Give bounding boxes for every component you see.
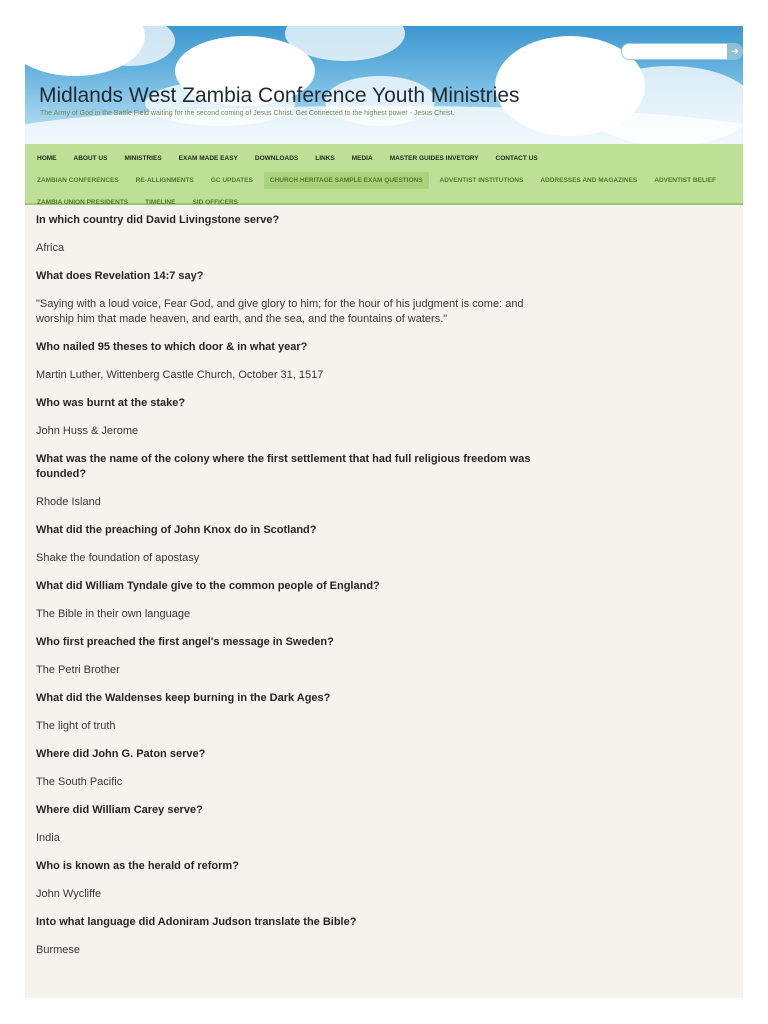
nav-item-master-guides-invetory[interactable]: MASTER GUIDES INVETORY — [389, 154, 479, 162]
answer-text: The South Pacific — [36, 776, 123, 788]
answer-text: Burmese — [36, 944, 81, 956]
answer-text: The Bible in their own language — [36, 608, 191, 620]
site-header — [25, 26, 743, 144]
nav-row-primary — [31, 147, 737, 169]
question-text: Who nailed 95 theses to which door & in what year? — [36, 341, 308, 353]
site-tagline: The Army of God in the Battle Field waiting for the second coming of Jesus Christ. Get Connected to the highest power - Jesus Christ. — [40, 110, 455, 117]
nav-item-downloads[interactable]: DOWNLOADS — [254, 154, 299, 162]
nav-item-home[interactable]: HOME — [37, 154, 57, 162]
main-content — [25, 205, 743, 958]
arrow-right-icon: ➔ — [731, 46, 739, 56]
question-text: Into what language did Adoniram Judson translate the Bible? — [36, 916, 357, 928]
answer-text: The Petri Brother — [36, 664, 120, 676]
question-text: What did the Waldenses keep burning in the Dark Ages? — [36, 692, 331, 704]
site-title[interactable]: Midlands West Zambia Conference Youth Ministries — [39, 84, 520, 107]
nav-item-ministries[interactable]: MINISTRIES — [124, 154, 162, 162]
search-box — [621, 43, 729, 60]
question-text: Where did John G. Paton serve? — [36, 748, 206, 760]
question-text: What does Revelation 14:7 say? — [36, 270, 204, 282]
question-text: What was the name of the colony where the first settlement that had full religious freedom was founded? — [36, 453, 531, 480]
nav-item-links[interactable]: LINKS — [315, 154, 335, 162]
main-navigation — [25, 144, 743, 205]
search-button[interactable] — [727, 43, 743, 60]
nav-item-media[interactable]: MEDIA — [351, 154, 373, 162]
nav-row-secondary — [31, 169, 737, 191]
nav-item-zambia-union-presidents[interactable]: ZAMBIA UNION PRESIDENTS — [37, 198, 129, 206]
nav-item-zambian-conferences[interactable]: ZAMBIAN CONFERENCES — [37, 176, 119, 184]
nav-item-church-heritage-sample-exam-questions[interactable]: CHURCH HERITAGE SAMPLE EXAM QUESTIONS — [264, 172, 429, 189]
answer-text: India — [36, 832, 60, 844]
question-text: Who first preached the first angel's message in Sweden? — [36, 636, 334, 648]
page-frame — [25, 26, 743, 998]
nav-item-adventist-belief[interactable]: ADVENTIST BELIEF — [654, 176, 717, 184]
answer-text: The light of truth — [36, 720, 116, 732]
answer-text: John Huss & Jerome — [36, 425, 139, 437]
nav-item-adventist-institutions[interactable]: ADVENTIST INSTITUTIONS — [439, 176, 524, 184]
nav-item-sid-officers[interactable]: SID OFFICERS — [192, 198, 238, 206]
nav-item-re-allignments[interactable]: RE-ALLIGNMENTS — [135, 176, 194, 184]
nav-item-gc-updates[interactable]: GC UPDATES — [210, 176, 253, 184]
answer-text: Martin Luther, Wittenberg Castle Church, October 31, 1517 — [36, 369, 324, 381]
nav-item-addresses-and-magazines[interactable]: ADDRESSES AND MAGAZINES — [540, 176, 638, 184]
answer-text: Africa — [36, 242, 65, 254]
nav-item-about-us[interactable]: ABOUT US — [73, 154, 108, 162]
question-text: Who is known as the herald of reform? — [36, 860, 239, 872]
question-text: What did William Tyndale give to the common people of England? — [36, 580, 380, 592]
nav-item-timeline[interactable]: TIMELINE — [145, 198, 176, 206]
answer-text: John Wycliffe — [36, 888, 102, 900]
question-text: What did the preaching of John Knox do in Scotland? — [36, 524, 317, 536]
answer-text: Rhode Island — [36, 496, 101, 508]
question-text: Who was burnt at the stake? — [36, 397, 186, 409]
question-text: Where did William Carey serve? — [36, 804, 203, 816]
question-text: In which country did David Livingstone serve? — [36, 214, 280, 226]
nav-item-exam-made-easy[interactable]: EXAM MADE EASY — [178, 154, 238, 162]
answer-text: "Saying with a loud voice, Fear God, and give glory to him; for the hour of his judgment is come: and worship him that made heaven, and earth, and the sea, and the fountains of waters." — [36, 298, 524, 325]
search-input[interactable] — [627, 48, 725, 61]
nav-item-contact-us[interactable]: CONTACT US — [495, 154, 538, 162]
answer-text: Shake the foundation of apostasy — [36, 552, 200, 564]
